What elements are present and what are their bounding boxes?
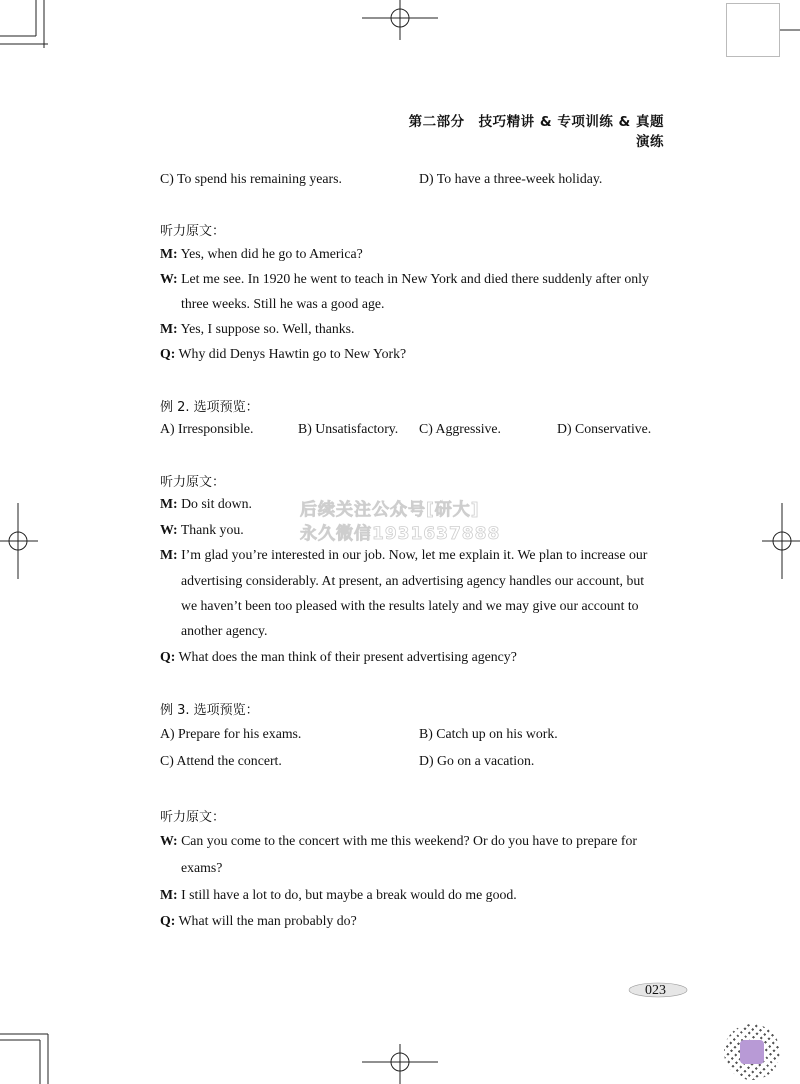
dialog-line: W: Can you come to the concert with me this weekend? Or do you have to prepare for <box>160 833 638 848</box>
avatar-icon <box>740 1040 764 1064</box>
question-line: Q: Why did Denys Hawtin go to New York? <box>160 346 407 361</box>
dialog-line: M: Yes, when did he go to America? <box>160 246 363 261</box>
page-header: 第二部分 技巧精讲 & 专项训练 & 真题演练 <box>408 114 664 150</box>
option-c: C) Aggressive. <box>419 421 502 436</box>
dialog-line: M: I’m glad you’re interested in our job. Now, let me explain it. We plan to increase our <box>160 547 648 562</box>
dialog-line: W: Let me see. In 1920 he went to teach in New York and died there suddenly after only <box>160 271 649 286</box>
dialog-line-cont: advertising considerably. At present, an advertising agency handles our account, but <box>181 573 645 588</box>
watermark: 后续关注公众号[研大] 永久微信1931637888 <box>300 500 501 544</box>
option-a: A) Irresponsible. <box>160 421 254 436</box>
option-b: B) Catch up on his work. <box>419 726 558 741</box>
example-label: 例 2. 选项预览： <box>160 400 259 415</box>
transcript-label: 听力原文： <box>160 475 226 490</box>
dialog-line-cont: we haven’t been too pleased with the results lately and we may give our account to <box>181 598 639 613</box>
question-line: Q: What does the man think of their present advertising agency? <box>160 649 517 664</box>
option-c: C) To spend his remaining years. <box>160 171 342 186</box>
option-c: C) Attend the concert. <box>160 753 282 768</box>
dialog-line-cont: three weeks. Still he was a good age. <box>181 296 385 311</box>
dialog-line: M: Yes, I suppose so. Well, thanks. <box>160 321 355 336</box>
dialog-line: M: Do sit down. <box>160 496 252 511</box>
option-d: D) Go on a vacation. <box>419 753 535 768</box>
option-d: D) Conservative. <box>557 421 652 436</box>
transcript-label: 听力原文： <box>160 224 226 239</box>
option-a: A) Prepare for his exams. <box>160 726 302 741</box>
option-b: B) Unsatisfactory. <box>298 421 399 436</box>
page-number: 023 <box>645 983 666 998</box>
example-label: 例 3. 选项预览： <box>160 703 259 718</box>
question-line: Q: What will the man probably do? <box>160 913 357 928</box>
option-d: D) To have a three-week holiday. <box>419 171 603 186</box>
transcript-label: 听力原文： <box>160 810 226 825</box>
dialog-line: M: I still have a lot to do, but maybe a break would do me good. <box>160 887 517 902</box>
dialog-line: W: Thank you. <box>160 522 244 537</box>
dialog-line-cont: another agency. <box>181 623 268 638</box>
qr-code-top <box>726 3 780 57</box>
dialog-line-cont: exams? <box>181 860 223 875</box>
